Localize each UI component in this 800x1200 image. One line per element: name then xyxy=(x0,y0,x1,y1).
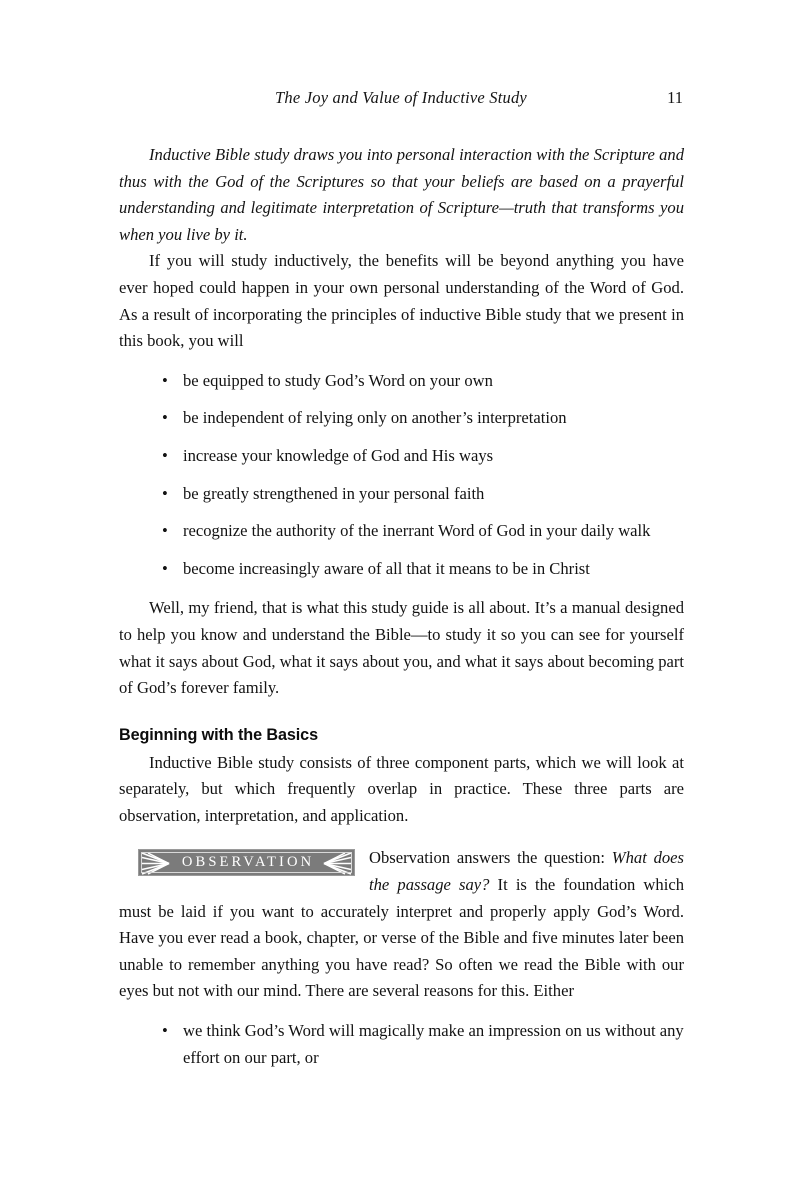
benefits-list xyxy=(119,368,684,583)
bullet-icon: • xyxy=(162,445,168,465)
list-item xyxy=(119,368,684,395)
bullet-icon: • xyxy=(162,408,168,428)
double-arrow-right-icon xyxy=(141,852,170,875)
list-item-label: be greatly strengthened in your personal faith xyxy=(183,483,485,503)
running-head xyxy=(119,88,683,110)
running-head-title: The Joy and Value of Inductive Study xyxy=(275,88,527,107)
observation-lead-pre: Observation answers the question: xyxy=(369,848,612,868)
list-item-label: we think God’s Word will magically make an impression on us without any effort on our part, or xyxy=(183,1021,684,1067)
observation-block xyxy=(119,845,684,1005)
observation-question: What does the passage say? xyxy=(369,848,684,895)
list-item-label: recognize the authority of the inerrant Word of God in your daily walk xyxy=(183,521,651,541)
bullet-icon: • xyxy=(162,1021,168,1041)
list-item xyxy=(119,556,684,583)
bullet-icon: • xyxy=(162,558,168,578)
list-item xyxy=(119,518,684,545)
page-number: 11 xyxy=(667,88,683,107)
reasons-list xyxy=(119,1018,684,1071)
bullet-icon: • xyxy=(162,521,168,541)
section-heading: Beginning with the Basics xyxy=(119,725,318,744)
list-item-label: be equipped to study God’s Word on your own xyxy=(183,370,493,390)
three-parts-paragraph: Inductive Bible study consists of three component parts, which we will look at separately, but which frequently overlap in practice. These three parts are observation, interpretation, and application. xyxy=(119,752,684,825)
list-item xyxy=(119,1018,684,1071)
bullet-icon: • xyxy=(162,370,168,390)
study-guide-paragraph: Well, my friend, that is what this study guide is all about. It’s a manual designed to help you know and understand the Bible—to study it so you can see for yourself what it says about God, what it says about you, and what it says about becoming part of God’s forever family. xyxy=(119,598,684,698)
list-item xyxy=(119,405,684,432)
epigraph-paragraph: Inductive Bible study draws you into personal interaction with the Scripture and thus with the God of the Scriptures so that your beliefs are based on a prayerful understanding and legitimate interpretation of Scripture—truth that transforms you when you live by it. xyxy=(119,145,684,244)
text-column xyxy=(119,142,684,1084)
list-item-label: become increasingly aware of all that it means to be in Christ xyxy=(183,558,590,578)
double-arrow-left-icon xyxy=(323,852,352,875)
list-item-label: be independent of relying only on another’s interpretation xyxy=(183,408,567,428)
benefits-intro-paragraph: If you will study inductively, the benefits will be beyond anything you have ever hoped could happen in your own personal understanding of the Word of God. As a result of incorporating the principles of inductive Bible study that we present in this book, you will xyxy=(119,251,684,351)
list-item xyxy=(119,443,684,470)
observation-lead-post: It is the foundation which must be laid if you want to accurately interpret and properly apply God’s Word. Have you ever read a book, chapter, or verse of the Bible and five minutes later been unable to remember anything you have read? So often we read the Bible with our eyes but not with our mind. There are several reasons for this. Either xyxy=(119,875,684,1001)
observation-banner-label: OBSERVATION xyxy=(181,854,315,871)
bullet-icon: • xyxy=(162,483,168,503)
list-item xyxy=(119,481,684,508)
list-item-label: increase your knowledge of God and His ways xyxy=(183,445,494,465)
observation-banner xyxy=(138,849,355,876)
